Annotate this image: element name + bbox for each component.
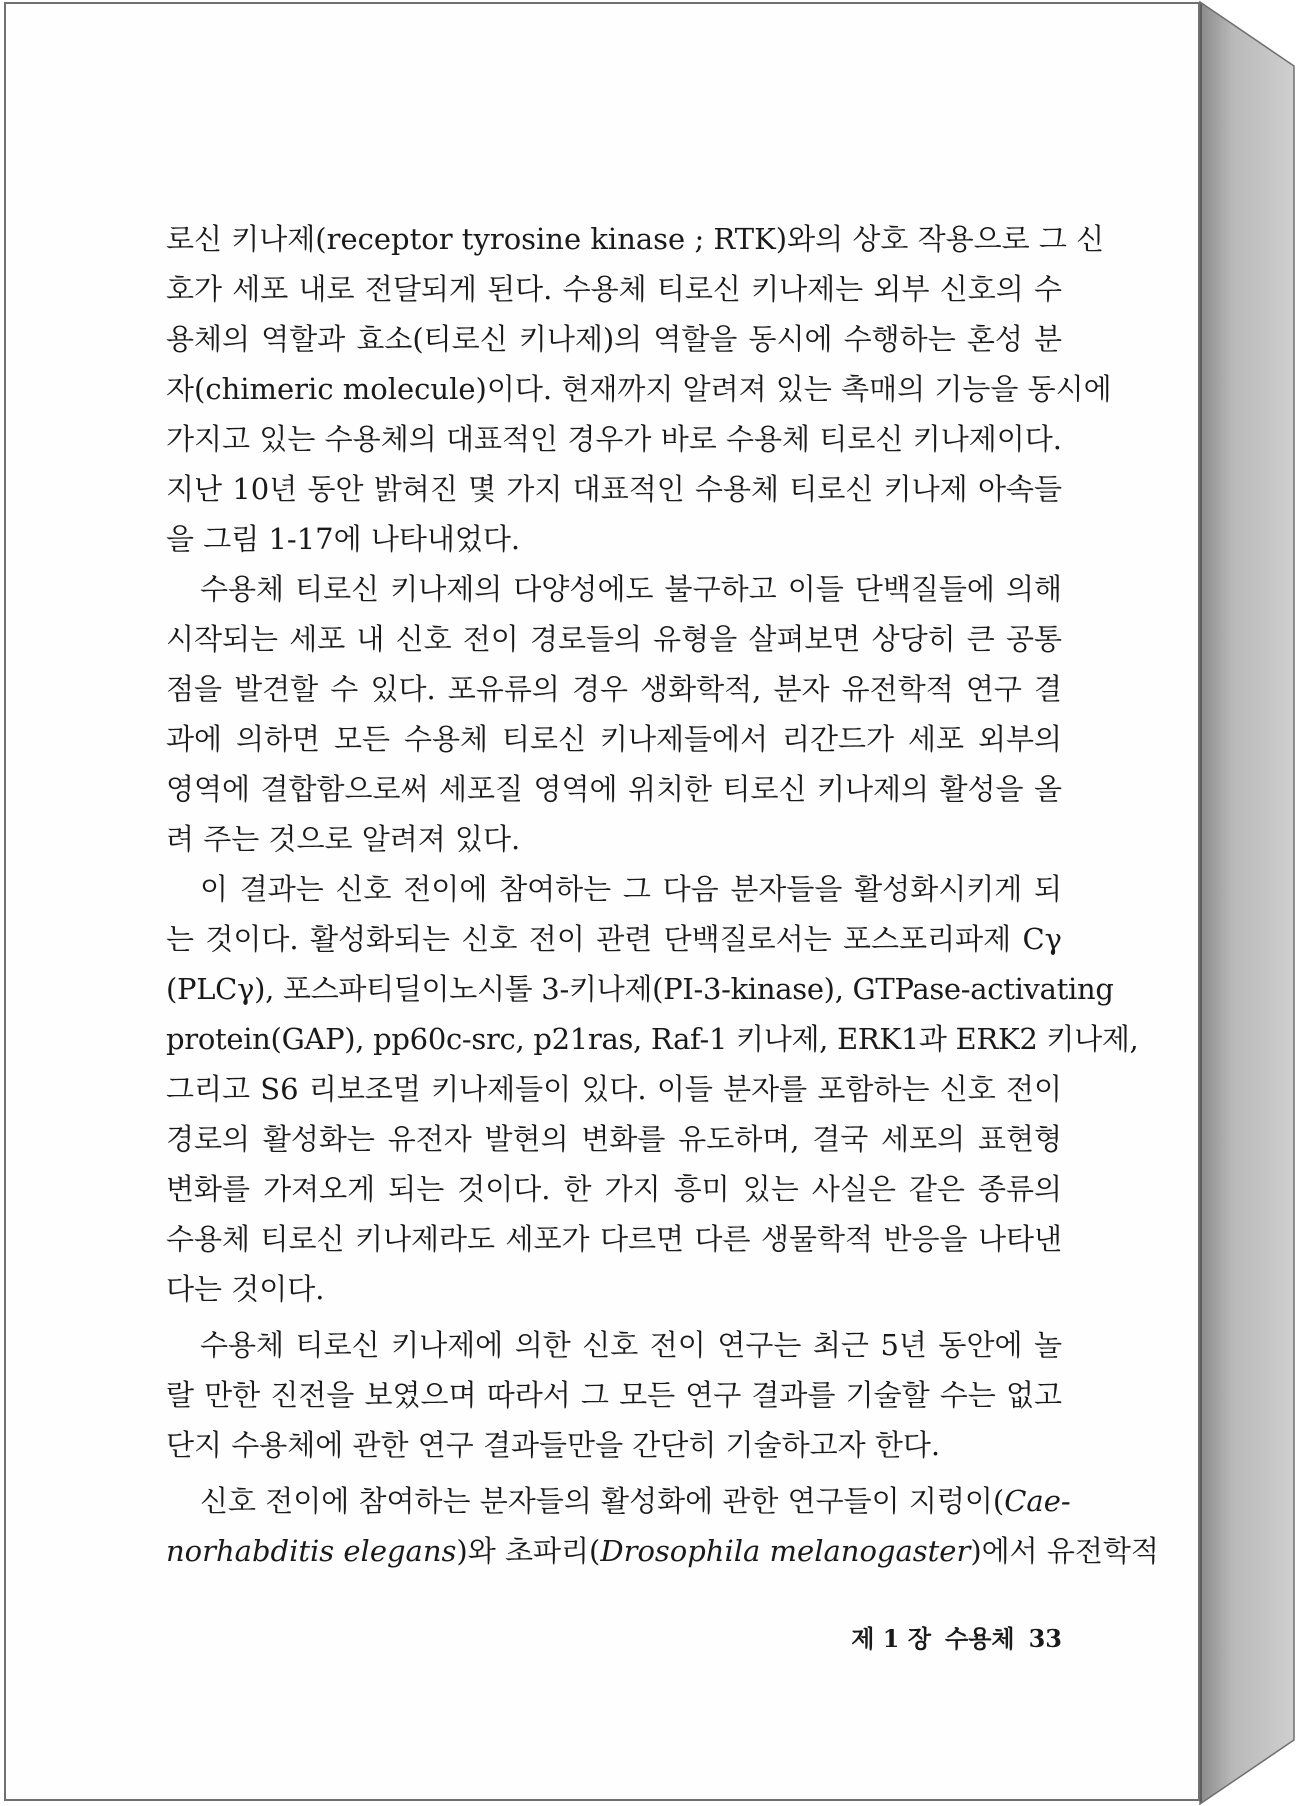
page-footer (818, 1619, 1062, 1659)
text-line: 지난 10년 동안 밝혀진 몇 가지 대표적인 수용체 티로신 키나제 아속들 (166, 472, 1062, 506)
text-line: 수용체 티로신 키나제에 의한 신호 전이 연구는 최근 5년 동안에 놀 (200, 1328, 1062, 1362)
species-name-italic: Drosophila melanogaster (600, 1534, 971, 1568)
text-line: 그리고 S6 리보조멀 키나제들이 있다. 이들 분자를 포함하는 신호 전이 (166, 1072, 1062, 1106)
text-line: 호가 세포 내로 전달되게 된다. 수용체 티로신 키나제는 외부 신호의 수 (166, 272, 1062, 306)
text-line: 로신 키나제(receptor tyrosine kinase ; RTK)와의 상호 작용으로 그 신 (166, 222, 1105, 256)
text-line: 단지 수용체에 관한 연구 결과들만을 간단히 기술하고자 한다. (166, 1428, 941, 1462)
text-line: 랄 만한 진전을 보였으며 따라서 그 모든 연구 결과를 기술할 수는 없고 (166, 1378, 1062, 1412)
text-line: 과에 의하면 모든 수용체 티로신 키나제들에서 리간드가 세포 외부의 (166, 722, 1062, 756)
text-line: 수용체 티로신 키나제라도 세포가 다르면 다른 생물학적 반응을 나타낸 (166, 1222, 1062, 1256)
text-line: 는 것이다. 활성화되는 신호 전이 관련 단백질로서는 포스포리파제 Cγ (166, 922, 1062, 956)
text-line: 을 그림 1-17에 나타내었다. (166, 522, 521, 556)
text-run: 신호 전이에 참여하는 분자들의 활성화에 관한 연구들이 지렁이( (200, 1484, 1005, 1518)
text-line (166, 1476, 1071, 1526)
text-line: 영역에 결합함으로써 세포질 영역에 위치한 티로신 키나제의 활성을 올 (166, 772, 1062, 806)
body-text (166, 214, 1159, 1576)
text-line: 점을 발견할 수 있다. 포유류의 경우 생화학적, 분자 유전학적 연구 결 (166, 672, 1062, 706)
text-line: 자(chimeric molecule)이다. 현재까지 알려져 있는 촉매의 기능을 동시에 (166, 372, 1112, 406)
page-number: 33 (1028, 1624, 1062, 1653)
species-name-italic: norhabditis elegans (166, 1534, 457, 1568)
text-line: 변화를 가져오게 되는 것이다. 한 가지 흥미 있는 사실은 같은 종류의 (166, 1172, 1062, 1206)
text-line: protein(GAP), pp60c-src, p21ras, Raf-1 키나제, ERK1과 ERK2 키나제, (166, 1022, 1139, 1056)
text-line: 가지고 있는 수용체의 대표적인 경우가 바로 수용체 티로신 키나제이다. (166, 422, 1062, 456)
text-line: 려 주는 것으로 알려져 있다. (166, 822, 521, 856)
text-run: )와 초파리( (456, 1534, 601, 1568)
text-line: 이 결과는 신호 전이에 참여하는 그 다음 분자들을 활성화시키게 되 (200, 872, 1062, 906)
text-line: (PLCγ), 포스파티딜이노시톨 3-키나제(PI-3-kinase), GTPase-activating (166, 972, 1114, 1006)
text-line: 다는 것이다. (166, 1272, 325, 1306)
chapter-label: 제 1 장 (851, 1624, 932, 1653)
text-line: 수용체 티로신 키나제의 다양성에도 불구하고 이들 단백질들에 의해 (200, 572, 1062, 606)
text-line (166, 1526, 1159, 1576)
text-run: )에서 유전학적 (970, 1534, 1159, 1568)
text-line: 시작되는 세포 내 신호 전이 경로들의 유형을 살펴보면 상당히 큰 공통 (166, 622, 1062, 656)
species-name-italic: Cae- (1004, 1484, 1071, 1518)
text-line: 용체의 역할과 효소(티로신 키나제)의 역할을 동시에 수행하는 혼성 분 (166, 322, 1062, 356)
chapter-title: 수용체 (945, 1624, 1015, 1653)
text-line: 경로의 활성화는 유전자 발현의 변화를 유도하며, 결국 세포의 표현형 (166, 1122, 1062, 1156)
